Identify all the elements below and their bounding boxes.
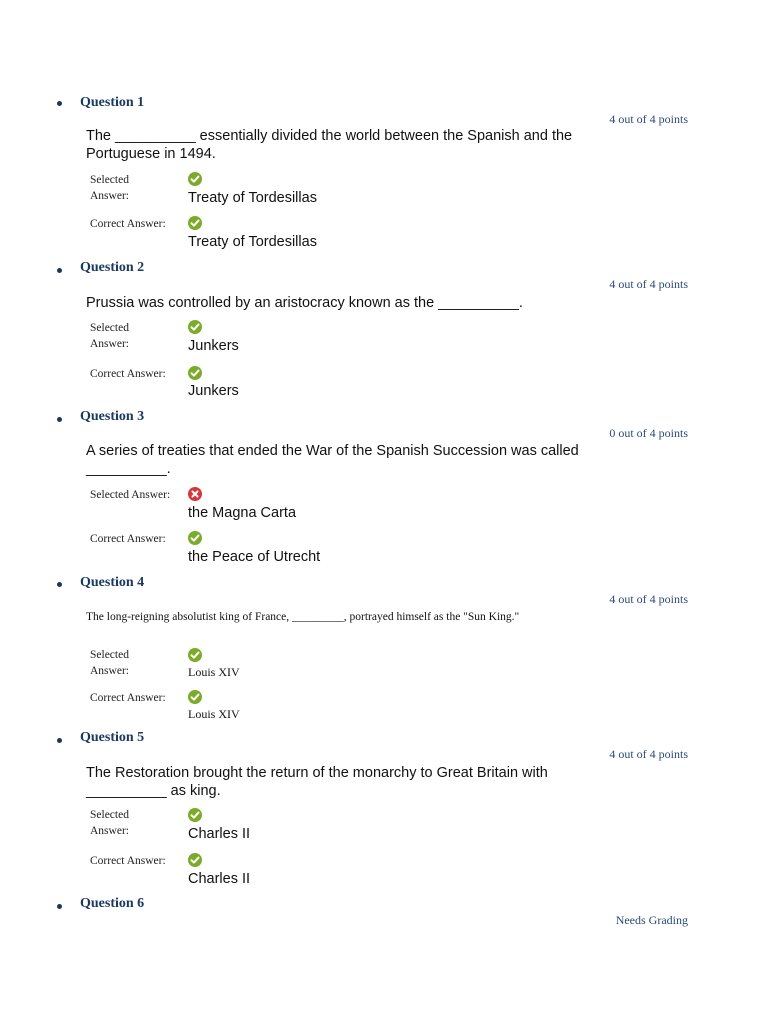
question-points: 4 out of 4 points xyxy=(609,747,688,761)
label-line: Selected xyxy=(90,322,129,334)
correct-answer-label: Correct Answer: xyxy=(90,692,166,704)
question-text xyxy=(86,442,606,478)
bullet xyxy=(57,738,62,743)
check-circle-icon xyxy=(188,853,202,867)
label-line: Answer: xyxy=(90,190,129,202)
label-line: Selected xyxy=(90,809,129,821)
question-points: 0 out of 4 points xyxy=(609,426,688,440)
question-text-line: __________. xyxy=(86,461,171,477)
label-line: Answer: xyxy=(90,665,129,677)
question-text xyxy=(86,127,606,163)
question-text-line: Portuguese in 1494. xyxy=(86,146,216,162)
question-title: Question 4 xyxy=(80,575,145,590)
selected-answer-label: Selected Answer: xyxy=(90,489,171,501)
selected-answer-label xyxy=(90,320,185,352)
selected-answer-label xyxy=(90,172,185,204)
selected-answer-value: Louis XIV xyxy=(188,665,240,679)
correct-answer-label: Correct Answer: xyxy=(90,855,166,867)
correct-answer-label: Correct Answer: xyxy=(90,218,166,230)
bullet xyxy=(57,268,62,273)
correct-answer-value: Charles II xyxy=(188,871,251,887)
question-status: Needs Grading xyxy=(615,913,688,927)
question-title: Question 2 xyxy=(80,260,145,275)
selected-answer-value: Charles II xyxy=(188,826,251,842)
check-circle-icon xyxy=(188,690,202,704)
bullet xyxy=(57,101,62,106)
question-text-line: The long-reigning absolutist king of France, _________, portrayed himself as the "Sun King." xyxy=(86,611,520,623)
x-circle-icon xyxy=(188,487,202,501)
check-circle-icon xyxy=(188,808,202,822)
question-text xyxy=(86,764,606,800)
check-circle-icon xyxy=(188,320,202,334)
label-line: Answer: xyxy=(90,825,129,837)
selected-answer-value: Junkers xyxy=(188,338,239,354)
correct-answer-value: Junkers xyxy=(188,383,239,399)
selected-answer-label xyxy=(90,807,185,839)
check-circle-icon xyxy=(188,648,202,662)
question-points: 4 out of 4 points xyxy=(609,277,688,291)
check-circle-icon xyxy=(188,172,202,186)
question-text-line: The Restoration brought the return of the monarchy to Great Britain with xyxy=(86,765,548,781)
label-line: Selected xyxy=(90,649,129,661)
selected-answer-value: the Magna Carta xyxy=(188,505,297,521)
bullet xyxy=(57,417,62,422)
question-text-line: A series of treaties that ended the War of the Spanish Succession was called xyxy=(86,443,579,459)
question-points: 4 out of 4 points xyxy=(609,112,688,126)
bullet xyxy=(57,904,62,909)
correct-answer-value: the Peace of Utrecht xyxy=(188,549,321,565)
correct-answer-value: Louis XIV xyxy=(188,707,240,721)
correct-answer-label: Correct Answer: xyxy=(90,533,166,545)
selected-answer-label xyxy=(90,647,185,679)
selected-answer-value: Treaty of Tordesillas xyxy=(188,190,317,206)
question-points: 4 out of 4 points xyxy=(609,592,688,606)
check-circle-icon xyxy=(188,216,202,230)
question-text-line: __________ as king. xyxy=(86,783,221,799)
question-title: Question 5 xyxy=(80,730,145,745)
bullet xyxy=(57,582,62,587)
question-text-line: The __________ essentially divided the world between the Spanish and the xyxy=(86,128,573,144)
correct-answer-value: Treaty of Tordesillas xyxy=(188,234,317,250)
correct-answer-label: Correct Answer: xyxy=(90,368,166,380)
question-title: Question 1 xyxy=(80,95,145,110)
question-text xyxy=(86,608,606,626)
question-text xyxy=(86,294,606,312)
label-line: Answer: xyxy=(90,338,129,350)
question-text-line: Prussia was controlled by an aristocracy known as the __________. xyxy=(86,295,523,311)
question-title: Question 6 xyxy=(80,896,145,911)
check-circle-icon xyxy=(188,366,202,380)
label-line: Selected xyxy=(90,174,129,186)
check-circle-icon xyxy=(188,531,202,545)
question-title: Question 3 xyxy=(80,409,145,424)
